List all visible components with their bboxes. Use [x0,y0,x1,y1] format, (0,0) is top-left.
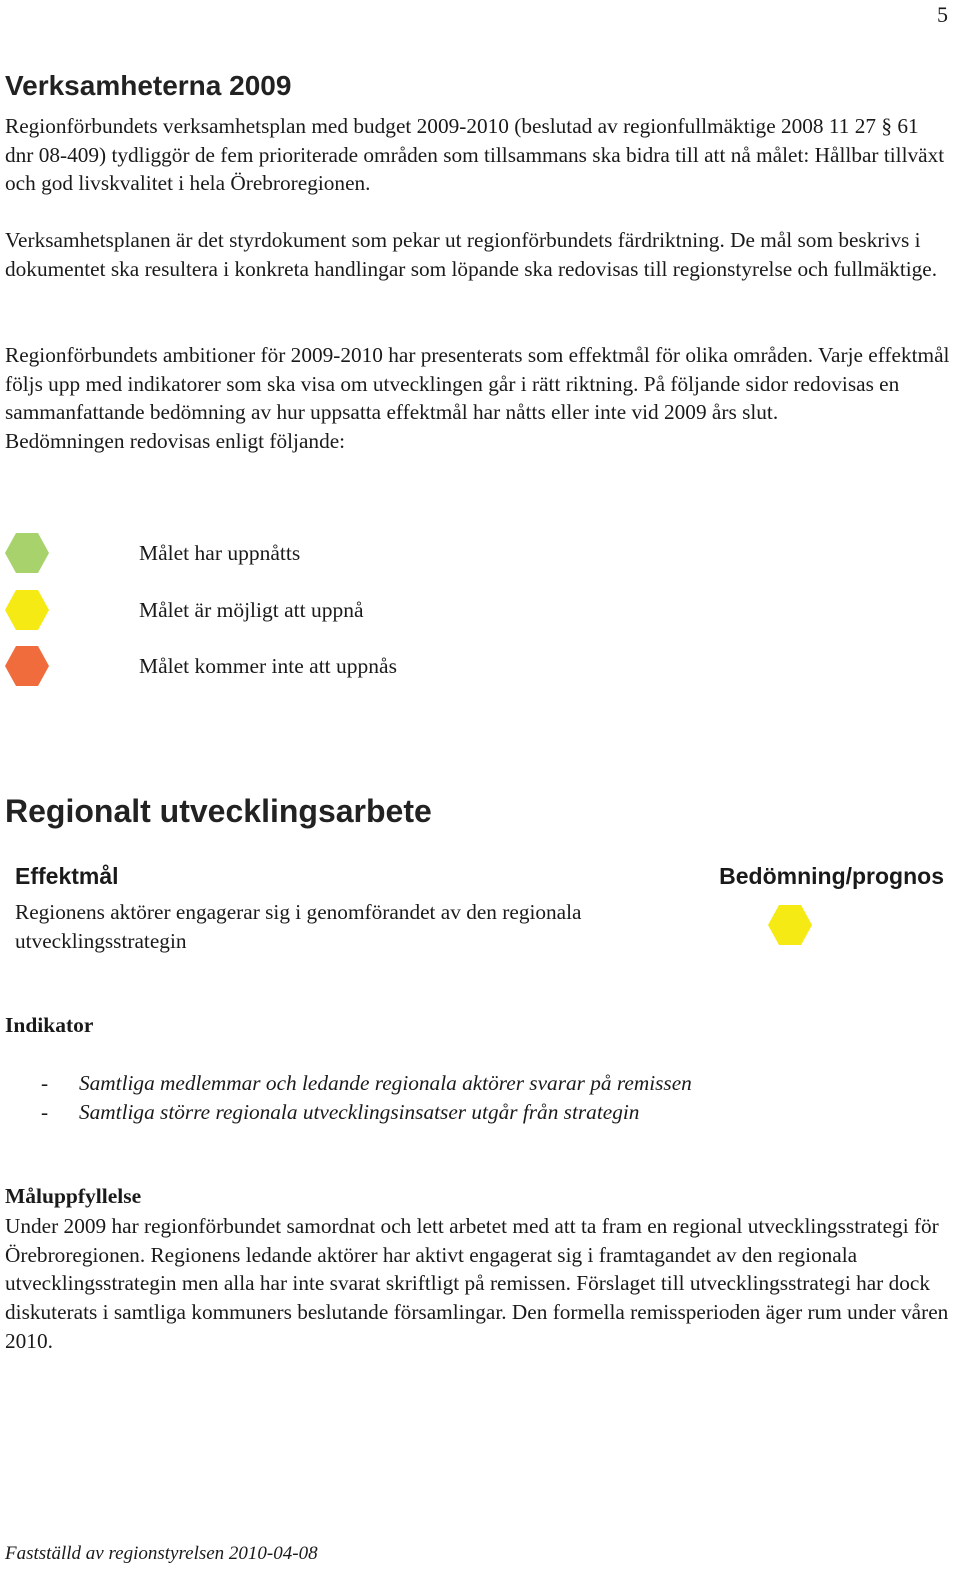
orange-hexagon-icon [5,646,49,686]
yellow-hexagon-icon [5,590,49,630]
legend-label: Målet har uppnåtts [139,540,301,565]
indikator-list [5,1069,692,1127]
maluppfyllelse-text: Under 2009 har regionförbundet samordnat och lett arbetet med att ta fram en regional utvecklingsstrategi för Örebroregionen. Regionens ledande aktörer har aktivt engagerat sig i framtagandet av den regionala utvecklingsstrategin men alla har inte svarat skriftligt på remissen. Förslaget till utvecklingsstrategi har dock diskuterats i samtliga kommuners beslutande församlingar. Den formella remissperioden äger rum under våren 2010. [5,1214,949,1353]
effektmal-text: Regionens aktörer engagerar sig i genomförandet av den regionala utvecklingsstrategin [15,900,582,953]
bedomning-heading: Bedömning/prognos [719,863,944,889]
list-item [5,1098,692,1127]
legend-item-achieved [5,531,301,575]
effektmal-heading: Effektmål [15,863,119,889]
indikator-text: Samtliga medlemmar och ledande regionala aktörer svarar på remissen [79,1071,692,1095]
legend-label: Målet kommer inte att uppnås [139,653,397,678]
list-dash: - [41,1071,49,1095]
legend-item-possible [5,588,364,632]
page-number: 5 [937,2,948,27]
section-heading-regionalt: Regionalt utvecklingsarbete [5,793,432,829]
ambition-paragraph [5,341,950,456]
indikator-text: Samtliga större regionala utvecklingsinsatser utgår från strategin [79,1100,640,1124]
section-heading-verksamheterna: Verksamheterna 2009 [5,70,292,101]
footer-note: Fastställd av regionstyrelsen 2010-04-08 [5,1543,318,1564]
list-item [5,1069,692,1098]
ambition-text: Regionförbundets ambitioner för 2009-2010 har presenterats som effektmål för olika områden. Varje effektmål följs upp med indikatorer som ska visa om utvecklingen går i rätt riktning. På följande sidor redovisas en sammanfattande bedömning av hur uppsatta effektmål har nåtts eller inte vid 2009 års slut. [5,343,950,425]
legend-label: Målet är möjligt att uppnå [139,597,364,622]
legend-intro: Bedömningen redovisas enligt följande: [5,429,346,454]
indikator-heading: Indikator [5,1013,94,1037]
maluppfyllelse-heading: Måluppfyllelse [5,1184,142,1208]
plan-paragraph: Verksamhetsplanen är det styrdokument som pekar ut regionförbundets färdriktning. De mål som beskrivs i dokumentet ska resultera i konkreta handlingar som löpande ska redovisas till regionstyrelse och fullmäktige. [5,228,938,281]
legend-item-not-achieved [5,644,397,688]
list-dash: - [41,1100,49,1124]
intro-paragraph: Regionförbundets verksamhetsplan med budget 2009-2010 (beslutad av regionfullmäktige 2008 11 27 § 61 dnr 08-409) tydliggör de fem prioriterade områden som tillsammans ska bidra till att nå målet: Hållbar tillväxt och god livskvalitet i hela Örebroregionen. [5,114,945,196]
green-hexagon-icon [5,533,49,573]
yellow-hexagon-icon [768,905,812,945]
